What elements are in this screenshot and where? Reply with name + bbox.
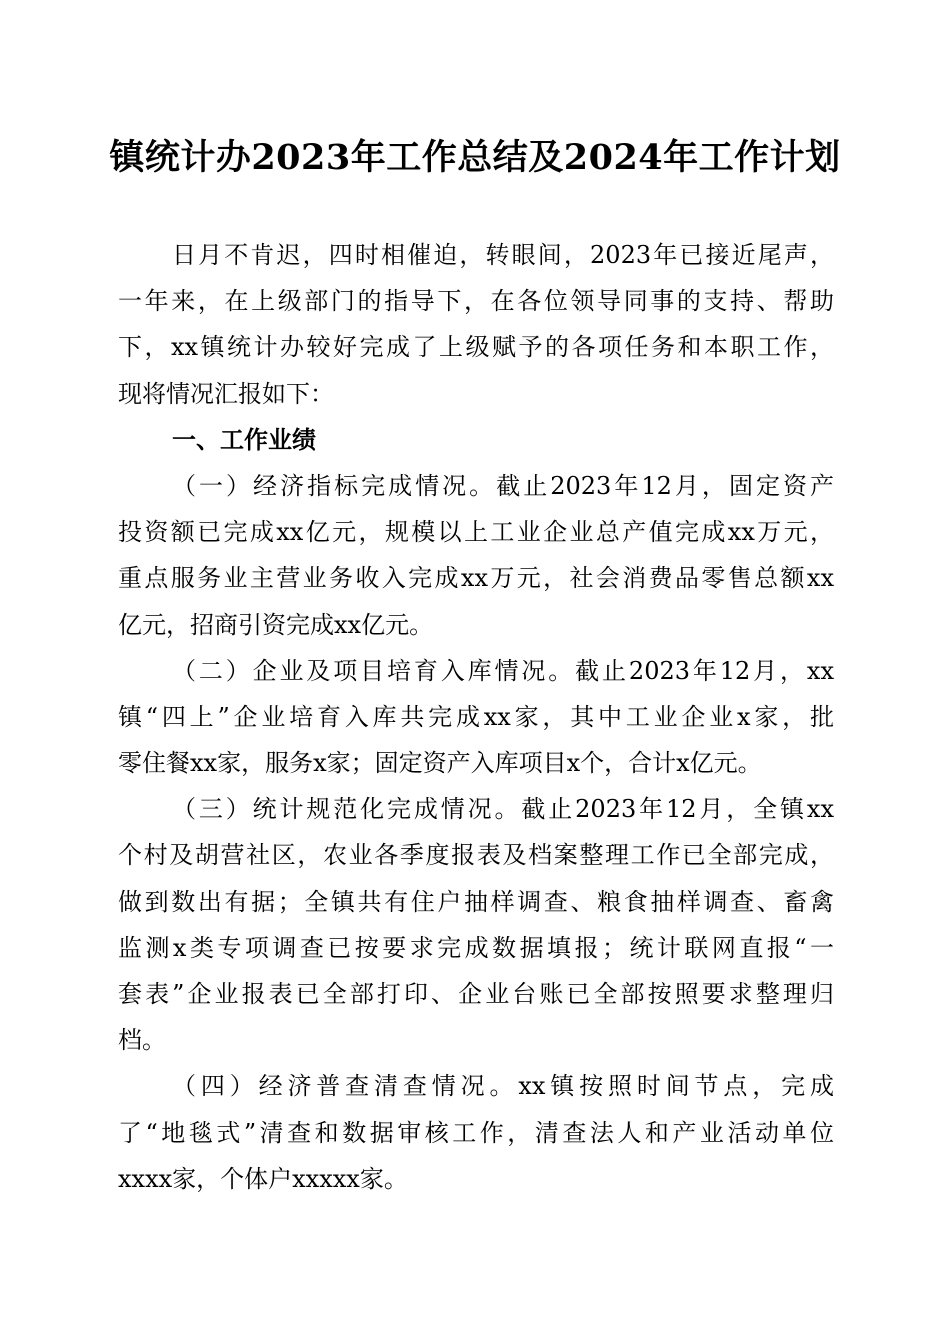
paragraph-2-line-3: 零住餐xx家，服务x家；固定资产入库项目x个，合计x亿元。	[118, 749, 762, 778]
document-body	[118, 232, 834, 1202]
paragraph-3-line-4: 监测x类专项调查已按要求完成数据填报；统计联网直报“一	[118, 933, 834, 962]
paragraph-intro-line-3: 下，xx镇统计办较好完成了上级赋予的各项任务和本职工作，	[118, 333, 834, 362]
paragraph-2-line-1: （二）企业及项目培育入库情况。截止2023年12月，xx	[172, 656, 834, 685]
paragraph-4-line-1: （四）经济普查清查情况。xx镇按照时间节点，完成	[172, 1072, 834, 1101]
paragraph-intro-line-2: 一年来，在上级部门的指导下，在各位领导同事的支持、帮助	[118, 287, 834, 316]
paragraph-3-line-3: 做到数出有据；全镇共有住户抽样调查、粮食抽样调查、畜禽	[118, 887, 834, 916]
paragraph-2-line-2: 镇“四上”企业培育入库共完成xx家，其中工业企业x家，批	[118, 702, 834, 731]
paragraph-intro-line-1: 日月不肯迟，四时相催迫，转眼间，2023年已接近尾声，	[172, 241, 834, 269]
paragraph-1-line-4: 亿元，招商引资完成xx亿元。	[118, 610, 434, 639]
paragraph-1-line-1: （一）经济指标完成情况。截止2023年12月，固定资产	[172, 471, 834, 500]
paragraph-4-line-3: xxxx家，个体户xxxxx家。	[118, 1164, 408, 1193]
paragraph-3-line-1: （三）统计规范化完成情况。截止2023年12月，全镇xx	[172, 795, 834, 824]
paragraph-1-line-3: 重点服务业主营业务收入完成xx万元，社会消费品零售总额xx	[118, 564, 834, 593]
paragraph-3-line-2: 个村及胡营社区，农业各季度报表及档案整理工作已全部完成，	[118, 841, 834, 870]
section-heading-achievements: 一、工作业绩	[172, 425, 316, 454]
document-title: 镇统计办2023年工作总结及2024年工作计划	[109, 137, 841, 178]
paragraph-1-line-2: 投资额已完成xx亿元，规模以上工业企业总产值完成xx万元，	[118, 518, 834, 547]
paragraph-intro-line-4: 现将情况汇报如下：	[118, 379, 334, 408]
paragraph-3-line-5: 套表”企业报表已全部打印、企业台账已全部按照要求整理归	[118, 980, 834, 1008]
paragraph-3-line-6: 档。	[118, 1026, 166, 1055]
paragraph-4-line-2: 了“地毯式”清查和数据审核工作，清查法人和产业活动单位	[118, 1118, 834, 1147]
